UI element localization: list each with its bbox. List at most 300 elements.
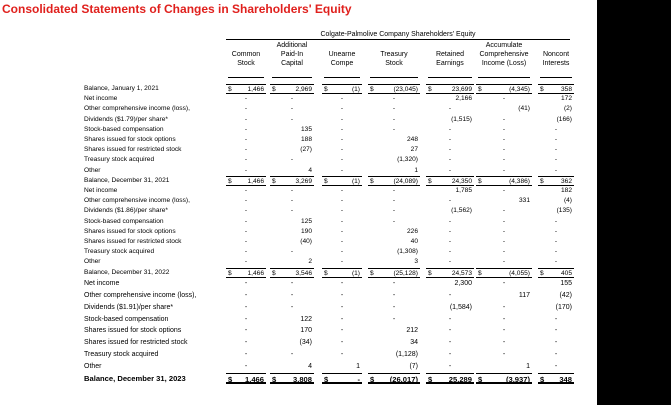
cell-value: - [448,125,452,133]
currency-symbol: $ [540,375,545,384]
cell-value: - [340,197,344,205]
table-row [0,217,597,227]
table-row [0,104,597,114]
row-label: Balance, December 31, 2023 [84,374,186,383]
cell-value: - [340,207,344,215]
cell-value: - [392,115,396,123]
cell-value: 1,785 [455,187,472,194]
row-label: Other [84,363,102,371]
cell-value: 1 [356,363,360,371]
cell-value: - [244,146,248,154]
cell-value: (1,128) [395,351,418,359]
currency-symbol: $ [478,86,482,93]
cell-value: 135 [300,125,312,133]
header-underline [324,77,360,78]
table-cell [226,84,266,94]
row-label: Stock-based compensation [84,315,169,323]
currency-symbol: $ [228,375,233,384]
cell-value: - [392,207,396,215]
currency-symbol: $ [478,177,482,185]
table-row [0,349,597,360]
table-row [0,314,597,325]
cell-value: - [554,315,558,323]
cell-value: 2,300 [454,279,472,287]
cell-value: - [340,291,344,299]
cell-value: 348 [559,375,572,384]
currency-symbol: $ [272,269,276,277]
column-header-line: Treasury [380,51,408,58]
cell-value: (1,515) [451,115,472,123]
table-row [0,206,597,216]
cell-value: - [340,156,344,164]
cell-value: - [502,95,506,103]
table-cell [368,268,420,278]
cell-value: - [554,136,558,143]
currency-symbol: $ [478,375,483,384]
cell-value: - [392,197,396,205]
cell-value: 23,699 [451,86,472,93]
cell-value: - [448,227,452,235]
cell-value: 1,466 [247,86,264,93]
cell-value: (41) [518,105,530,113]
cell-value: - [554,258,558,266]
table-cell [322,176,362,186]
cell-value: - [554,146,558,154]
cell-value: - [554,238,558,245]
cell-value: - [448,291,452,299]
cell-value: (4,345) [509,86,530,93]
currency-symbol: $ [370,269,374,277]
table-cell [538,176,574,186]
table-row [0,196,597,206]
cell-value: 40 [410,238,418,245]
cell-value: 405 [560,269,572,277]
cell-value: - [290,248,294,256]
cell-value: - [244,197,248,205]
column-header [426,50,474,68]
table-cell [270,373,314,384]
table-row [0,302,597,313]
cell-value: 190 [300,227,312,235]
row-label: Stock-based compensation [84,217,164,225]
cell-value: 34 [410,339,418,347]
cell-value: - [290,279,294,287]
cell-value: - [340,95,344,103]
row-label: Net income [84,95,118,103]
cell-value: - [290,351,294,359]
cell-value: - [392,279,396,287]
row-label: Other comprehensive income (loss), [84,291,197,299]
table-cell [426,176,474,186]
cell-value: (24,089) [393,177,418,185]
cell-value: 1 [414,166,418,174]
cell-value: - [244,339,248,347]
table-cell [538,373,574,384]
column-header-line: Noncont [542,51,570,58]
header-underline [540,77,572,78]
table-row [0,145,597,155]
header-underline [370,77,418,78]
table-cell [322,84,362,94]
cell-value: - [448,166,452,174]
cell-value: - [448,315,452,323]
column-header-line: Comprehensive [479,51,529,58]
column-header [322,50,362,68]
row-label: Balance, December 31, 2021 [84,176,170,184]
table-row [0,166,597,176]
table-row [0,186,597,196]
cell-value: 27 [410,146,418,154]
column-header [538,50,574,68]
cell-value: - [502,146,506,154]
row-label: Dividends ($1.86)/per share* [84,207,168,215]
currency-symbol: $ [324,269,328,277]
cell-value: - [448,197,452,205]
cell-value: (1,562) [451,207,472,215]
group-header: Colgate-Palmolive Company Shareholders' Equity [226,30,570,40]
balance-row [0,176,597,186]
cell-value: 3 [414,258,418,266]
cell-value: - [554,125,558,133]
row-label: Balance, December 31, 2022 [84,268,170,276]
cell-value: (42) [559,291,572,299]
cell-value: (3,937) [505,375,530,384]
table-row [0,227,597,237]
cell-value: (27) [300,146,312,154]
cell-value: - [392,291,396,299]
currency-symbol: $ [324,177,328,185]
currency-symbol: $ [272,177,276,185]
table-row [0,325,597,336]
cell-value: - [340,315,344,323]
cell-value: - [448,146,452,154]
table-cell [322,268,362,278]
cell-value: - [502,136,506,143]
row-label: Dividends ($1.79)/per share* [84,115,168,123]
cell-value: 2 [308,258,312,266]
currency-symbol: $ [428,86,432,93]
table-row [0,125,597,135]
cell-value: - [502,217,506,225]
cell-value: - [392,187,396,194]
cell-value: 3,269 [295,177,312,185]
cell-value: (1,308) [397,248,418,256]
cell-value: - [290,95,294,103]
cell-value: 248 [406,136,418,143]
cell-value: - [244,279,248,287]
column-header-line: Compe [330,60,354,67]
cell-value: (4,055) [509,269,530,277]
cell-value: - [554,166,558,174]
currency-symbol: $ [428,269,432,277]
cell-value: 170 [300,327,312,335]
table-row [0,94,597,104]
page-title: Consolidated Statements of Changes in Shareholders' Equity [2,2,352,16]
cell-value: - [340,351,344,359]
cell-value: (170) [555,303,572,311]
cell-value: - [502,227,506,235]
cell-value: - [244,166,248,174]
balance-row [0,84,597,94]
cell-value: - [244,105,248,113]
cell-value: - [392,217,396,225]
cell-value: - [244,95,248,103]
table-row [0,278,597,289]
column-header [226,50,266,68]
table-cell [270,176,314,186]
row-label: Dividends ($1.91)/per share* [84,303,174,311]
cell-value: - [502,327,506,335]
column-header-line: Paid-In [280,51,304,58]
cell-value: - [502,279,506,287]
column-header-line: Retained [435,51,465,58]
cell-value: (26,017) [389,375,418,384]
column-header-line: Income (Loss) [481,60,527,67]
column-header-line: Common [231,51,261,58]
cell-value: - [448,156,452,164]
cell-value: - [502,166,506,174]
cell-value: - [502,115,506,123]
cell-value: (1,320) [397,156,418,164]
cell-value: - [554,327,558,335]
row-label: Shares issued for restricted stock [84,146,182,154]
row-label: Balance, January 1, 2021 [84,85,159,92]
table-row [0,361,597,372]
cell-value: - [340,105,344,113]
cell-value: - [244,227,248,235]
cell-value: 172 [560,95,572,103]
cell-value: - [340,115,344,123]
cell-value: (4) [563,197,572,205]
currency-symbol: $ [428,375,433,384]
column-header [476,41,532,68]
balance-row [0,268,597,278]
cell-value: 226 [406,227,418,235]
cell-value: (40) [300,238,312,245]
cell-value: 1,466 [244,375,264,384]
row-label: Other [84,258,101,266]
cell-value: 2,166 [455,95,472,103]
column-header-line: Unearne [328,51,356,58]
cell-value: 1,466 [247,269,264,277]
cell-value: - [392,125,396,133]
table-cell [226,268,266,278]
cell-value: - [448,136,452,143]
cell-value: - [340,187,344,194]
header-underline [228,77,264,78]
cell-value: - [340,279,344,287]
column-header-line: Accumulate [485,42,523,49]
cell-value: 358 [560,86,572,93]
table-cell [426,373,474,384]
cell-value: - [554,227,558,235]
table-cell [368,373,420,384]
cell-value: (25,128) [393,269,418,277]
cell-value: 24,350 [451,177,472,185]
cell-value: - [244,351,248,359]
row-label: Net income [84,279,120,287]
cell-value: 122 [300,315,312,323]
cell-value: - [244,303,248,311]
currency-symbol: $ [324,86,328,93]
cell-value: 212 [406,327,418,335]
currency-symbol: $ [272,86,276,93]
cell-value: - [340,238,344,245]
cell-value: - [502,248,506,256]
cell-value: 25,289 [448,375,472,384]
table-cell [270,268,314,278]
row-label: Shares issued for stock options [84,136,176,143]
currency-symbol: $ [228,269,232,277]
cell-value: - [340,227,344,235]
cell-value: - [554,339,558,347]
cell-value: - [554,156,558,164]
cell-value: - [392,105,396,113]
column-header-line: Additional [276,42,308,49]
cell-value: - [448,363,452,371]
cell-value: 182 [560,187,572,194]
cell-value: - [340,339,344,347]
cell-value: - [340,125,344,133]
cell-value: - [502,156,506,164]
table-cell [476,176,532,186]
table-cell [426,268,474,278]
row-label: Other comprehensive income (loss), [84,197,190,205]
cell-value: - [502,351,506,359]
table-cell [538,84,574,94]
cell-value: - [290,291,294,299]
cell-value: - [502,339,506,347]
row-label: Other comprehensive income (loss), [84,105,190,113]
cell-value: - [244,156,248,164]
cell-value: - [502,238,506,245]
table-cell [476,373,532,384]
cell-value: 2,969 [295,86,312,93]
row-label: Shares issued for stock options [84,327,182,335]
column-header-line: Interests [542,60,570,67]
cell-value: - [340,217,344,225]
header-underline [272,77,312,78]
currency-symbol: $ [540,86,544,93]
table-cell [226,176,266,186]
cell-value: - [448,351,452,359]
column-header-line: Stock [237,60,255,67]
column-header-line: Capital [281,60,303,67]
cell-value: - [340,136,344,143]
table-cell [476,84,532,94]
currency-symbol: $ [540,269,544,277]
row-label: Shares issued for restricted stock [84,238,182,245]
table-row [0,155,597,165]
cell-value: (4,386) [509,177,530,185]
cell-value: - [290,105,294,113]
table-row [0,290,597,301]
currency-symbol: $ [478,269,482,277]
table-cell [368,84,420,94]
table-row [0,135,597,145]
cell-value: - [448,217,452,225]
table-cell [538,268,574,278]
table-cell [476,268,532,278]
cell-value: - [244,327,248,335]
cell-value: 188 [300,136,312,143]
table-row [0,247,597,257]
cell-value: - [244,258,248,266]
cell-value: - [502,125,506,133]
table-row [0,237,597,247]
cell-value: - [290,187,294,194]
cell-value: 3,808 [292,375,312,384]
cell-value: - [448,327,452,335]
cell-value: - [340,327,344,335]
cell-value: 1 [526,363,530,371]
table-cell [322,373,362,384]
cell-value: - [244,187,248,194]
cell-value: - [290,156,294,164]
cell-value: (2) [563,105,572,113]
cell-value: - [554,248,558,256]
cell-value: - [448,238,452,245]
row-label: Treasury stock acquired [84,156,155,164]
currency-symbol: $ [324,375,329,384]
cell-value: - [244,291,248,299]
currency-symbol: $ [370,375,375,384]
cell-value: - [448,339,452,347]
row-label: Stock-based compensation [84,125,164,133]
cell-value: (135) [556,207,572,215]
cell-value: - [244,315,248,323]
table-row [0,115,597,125]
currency-symbol: $ [228,177,232,185]
cell-value: - [290,207,294,215]
balance-row [0,373,597,384]
cell-value: 125 [300,217,312,225]
table-cell [368,176,420,186]
currency-symbol: $ [540,177,544,185]
currency-symbol: $ [272,375,277,384]
cell-value: 155 [560,279,572,287]
cell-value: - [392,315,396,323]
cell-value: 4 [308,166,312,174]
row-label: Other [84,166,101,174]
column-header [368,50,420,68]
cell-value: - [244,363,248,371]
cell-value: - [448,248,452,256]
table-row [0,337,597,348]
cell-value: - [340,248,344,256]
cell-value: 3,546 [295,269,312,277]
row-label: Treasury stock acquired [84,248,155,256]
cell-value: - [290,303,294,311]
column-header-line: Earnings [436,60,464,67]
cell-value: - [244,238,248,245]
cell-value: (23,045) [393,86,418,93]
cell-value: - [290,197,294,205]
cell-value: - [244,207,248,215]
cell-value: - [340,146,344,154]
header-underline [478,77,530,78]
cell-value: - [502,207,506,215]
currency-symbol: $ [228,86,232,93]
cell-value: - [502,303,506,311]
row-label: Shares issued for stock options [84,227,176,235]
cell-value: - [244,125,248,133]
cell-value: (1) [351,177,360,185]
cell-value: - [340,258,344,266]
cell-value: 331 [518,197,530,205]
cell-value: (34) [299,339,312,347]
cell-value: (7) [409,363,418,371]
